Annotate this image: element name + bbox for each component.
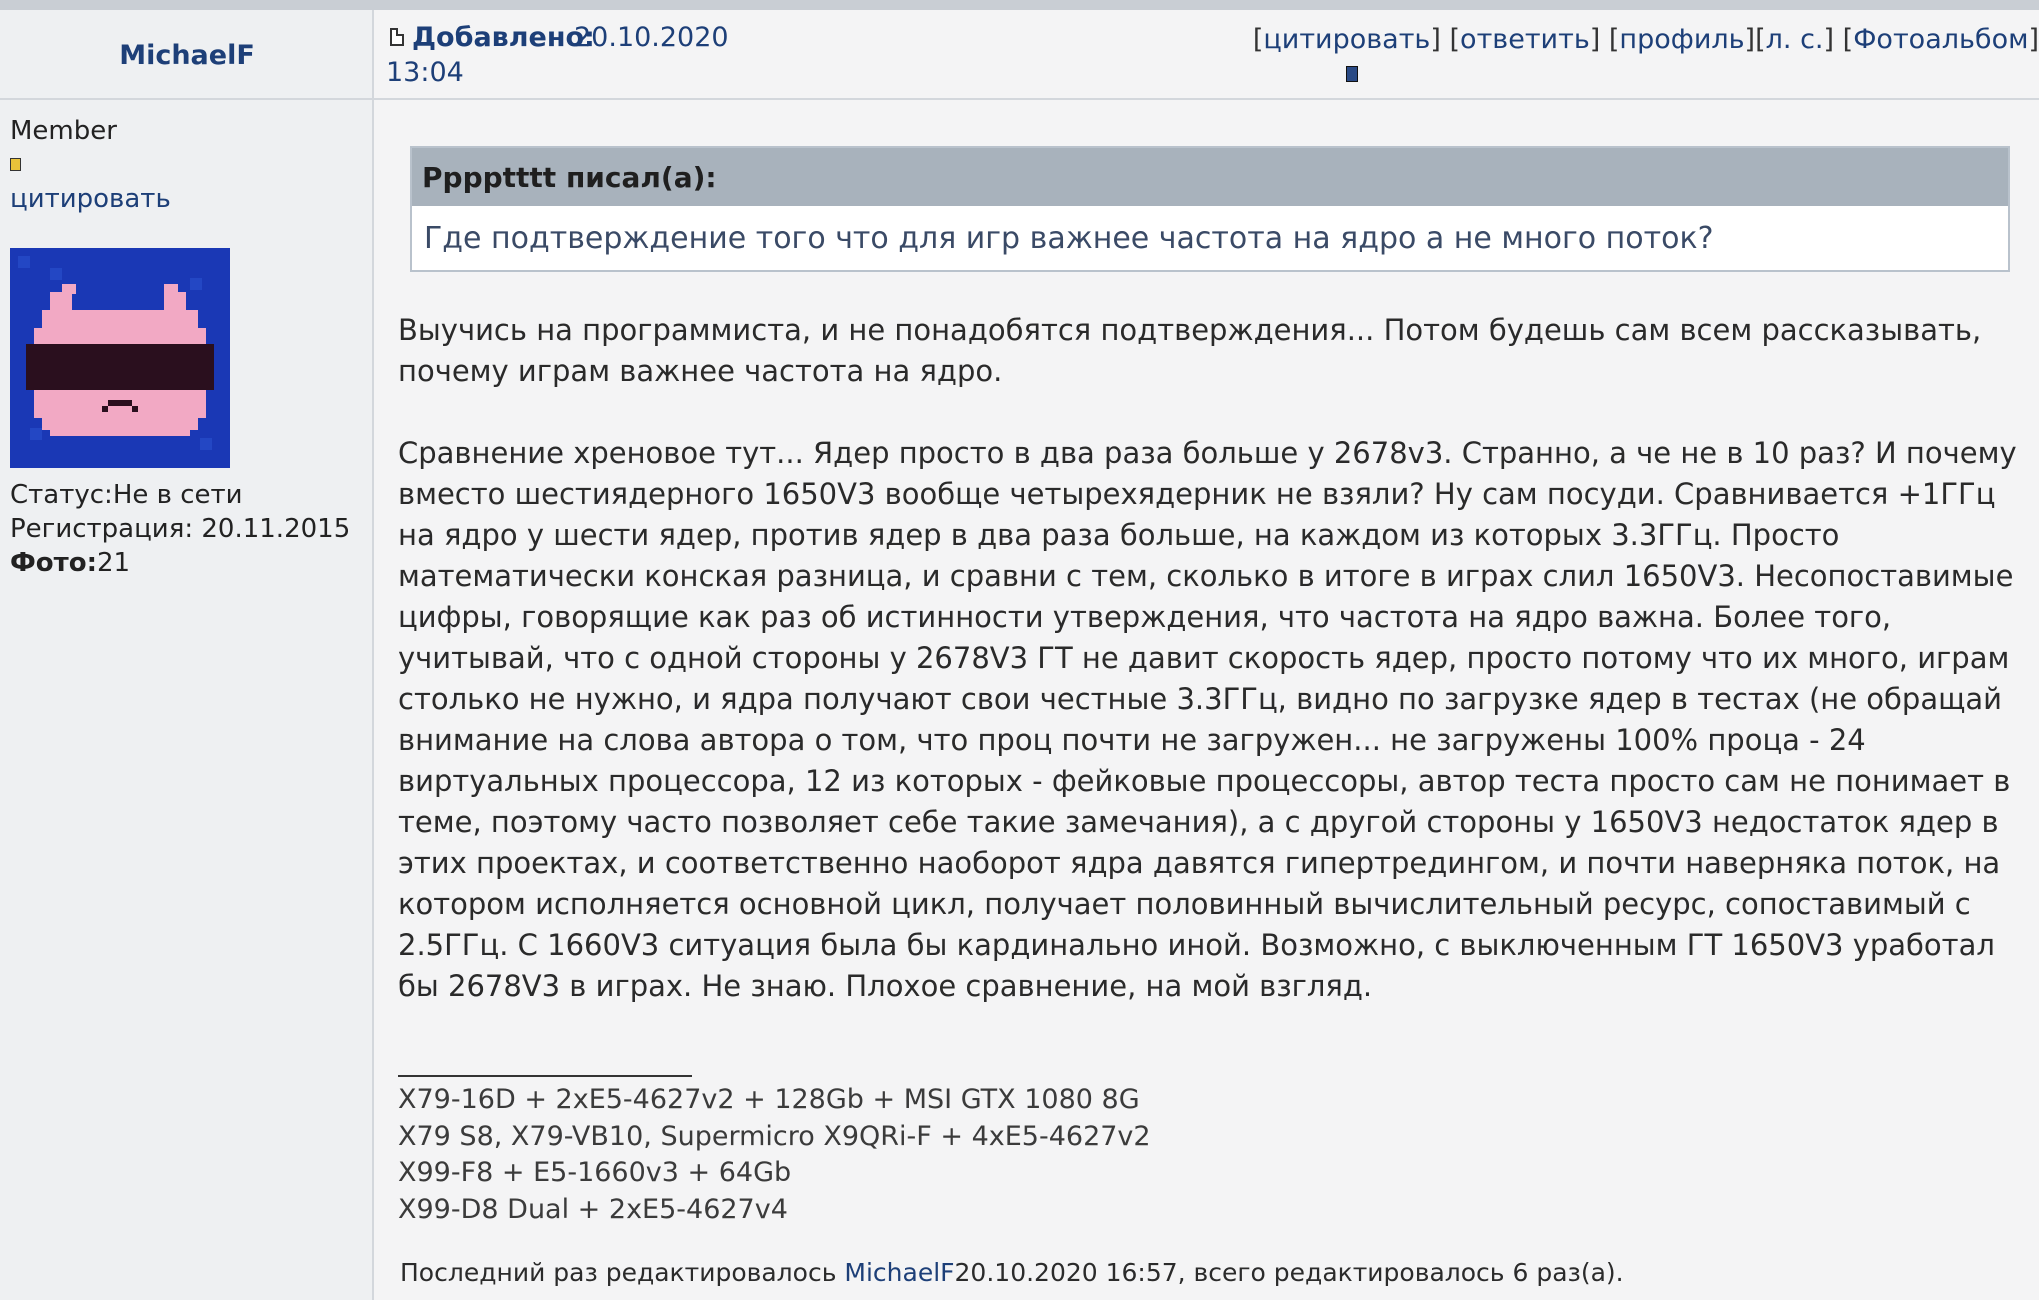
signature-line: X99-F8 + E5-1660v3 + 64Gb xyxy=(398,1157,792,1188)
post-header xyxy=(374,10,2039,100)
post-body xyxy=(374,100,2039,1300)
author-name-link[interactable]: MichaelF xyxy=(119,40,255,71)
signature xyxy=(398,1082,1151,1228)
message-paragraph-1: Выучись на программиста, и не понадобятся подтверждения... Потом будешь сам всем рассказывать, почему играм важнее частота на ядро. xyxy=(398,313,1982,388)
user-photos: Фото:21 xyxy=(10,548,131,578)
message-text xyxy=(398,310,2028,1048)
photoalbum-action-link[interactable]: Фотоальбом xyxy=(1853,24,2029,55)
editor-link[interactable]: MichaelF xyxy=(844,1258,955,1287)
avatar-pixel-pig-icon xyxy=(10,248,230,468)
author-header xyxy=(0,10,374,100)
user-status: Статус:Не в сети xyxy=(10,480,243,510)
added-time: 13:04 xyxy=(386,57,464,88)
quote-action-link[interactable]: цитировать xyxy=(1263,24,1431,55)
post-actions: [цитировать] [ответить] [профиль][л. с.] [Фотоальбом] xyxy=(1252,24,2039,55)
top-divider xyxy=(0,0,2039,10)
added-label: Добавлено: xyxy=(412,22,595,53)
status-square-icon xyxy=(1346,66,1358,82)
rank-star-icon xyxy=(10,158,21,171)
signature-line: X79-16D + 2xE5-4627v2 + 128Gb + MSI GTX 1080 8G xyxy=(398,1084,1140,1115)
signature-line: X79 S8, X79-VB10, Supermicro X9QRi-F + 4xE5-4627v2 xyxy=(398,1120,1151,1152)
quote-text: Где подтверждение того что для игр важнее частота на ядро а не много поток? xyxy=(424,221,1714,256)
user-info-column xyxy=(0,100,374,1300)
user-registration: Регистрация: 20.11.2015 xyxy=(10,514,351,544)
quote-header: Pppptttt писал(а): xyxy=(412,148,2008,206)
profile-action-link[interactable]: профиль xyxy=(1619,24,1745,55)
quote-user-link[interactable]: цитировать xyxy=(10,184,171,214)
added-date: 20.10.2020 xyxy=(574,22,729,53)
reply-action-link[interactable]: ответить xyxy=(1460,24,1590,55)
post-icon xyxy=(390,28,404,46)
edit-note: Последний раз редактировалось MichaelF20.10.2020 16:57, всего редактировалось 6 раз(а). xyxy=(400,1258,1624,1287)
signature-divider xyxy=(398,1075,692,1077)
pm-action-link[interactable]: л. с. xyxy=(1765,24,1824,55)
user-rank: Member xyxy=(10,116,117,146)
message-paragraph-2: Сравнение хреновое тут... Ядер просто в два раза больше у 2678v3. Странно, а че не в 10 раз? И почему вместо шестиядерного 1650V3 вообще четырехядерник не взяли? Ну сам посуди. Сравнивается +1ГГц на ядро у шести ядер, против ядер в два раза больше, на каждом из которых 3.3ГГц. Просто математически конская разница, и сравни с тем, сколько в итоге в играх слил 1650V3. Несопоставимые цифры, говорящие как раз об истинности утверждения, что частота на ядро важна. Более того, учитывай, что с одной стороны у 2678V3 ГТ не давит скорость ядер, просто потому что их много, играм столько не нужно, и ядра получают свои честные 3.3ГГц, видно по загрузке ядер в тестах (не обращай внимание на слова автора о том, что проц почти не загружен... не загружены 100% проца - 24 виртуальных процессора, 12 из которых - фейковые процессоры, автор теста просто сам не понимает в теме, поэтому часто позволяет себе такие замечания), а с другой стороны у 1650V3 недостаток ядер в этих проектах, и соответственно наоборот ядра давятся гипертредингом, и почти наверняка поток, на котором исполняется основной цикл, получает половинный вычислительный ресурс, сопоставимый с 2.5ГГц. С 1660V3 ситуация была бы кардинально иной. Возможно, с выключенным ГТ 1650V3 уработал бы 2678V3 в играх. Не знаю. Плохое сравнение, на мой взгляд. xyxy=(398,436,2017,1003)
avatar xyxy=(10,248,230,468)
quote-block xyxy=(410,146,2010,272)
signature-line: X99-D8 Dual + 2xE5-4627v4 xyxy=(398,1193,788,1225)
